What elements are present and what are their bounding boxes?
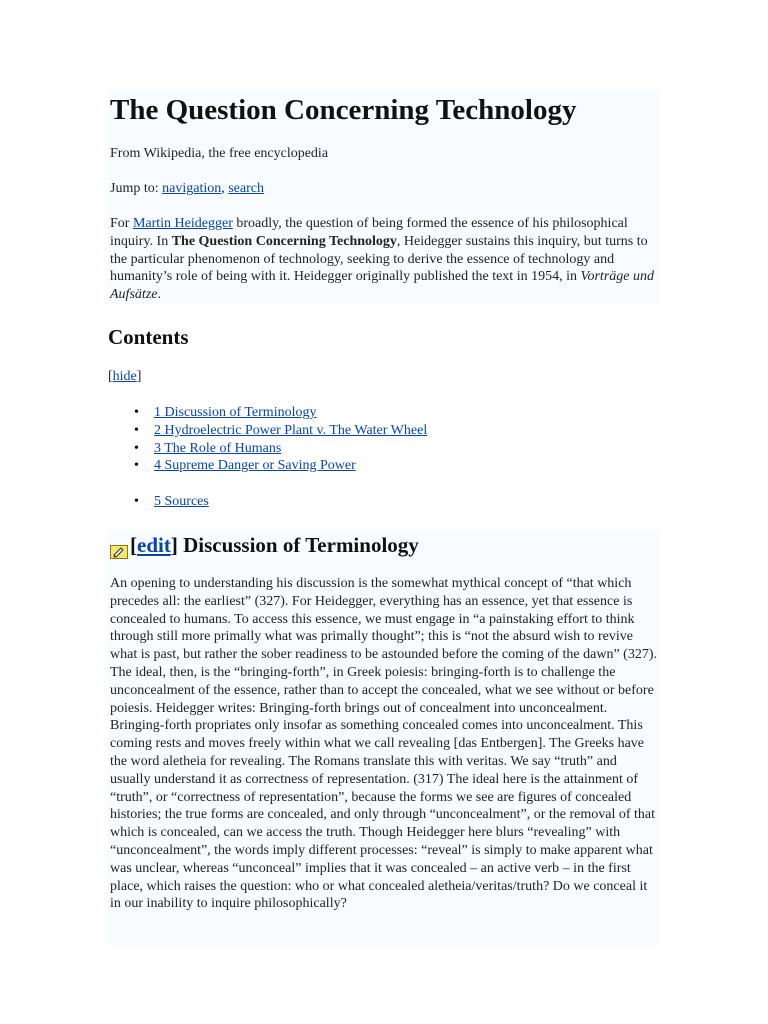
edit-section-link[interactable]: edit <box>137 533 171 557</box>
intro-text-2: broadly, the question of being formed the essence of his philosophical inquiry. In <box>110 216 628 249</box>
section-heading-discussion <box>110 531 419 559</box>
hide-bracket-close: ] <box>136 369 142 384</box>
section-body-paragraph: An opening to understanding his discussion is the somewhat mythical concept of “that which precedes all: the earliest” (327). For Heidegger, everything has an essence, yet that essence is concealed to humans. To access this essence, we must engage in “a painstaking effort to think through still more primally what was primally thought”; this is “not the absurd wish to revive what is past, but rather the sober readiness to be astounded before the coming of the dawn” (327). The ideal, then, is the “bringing-forth”, in Greek poiesis: bringing-forth is to challenge the unconcealment of the essence, rather than to accept the concealed, what we see without or before poiesis. Heidegger writes: Bringing-forth brings out of concealment into unconcealment. Bringing-forth propriates only insofar as something concealed comes into unconcealment. This coming rests and moves freely within what we call revealing [das Entbergen]. The Greeks have the word aletheia for revealing. The Romans translate this with veritas. We say “truth” and usually understand it as correctness of representation. (317) The ideal here is the attainment of “truth”, or “correctness of representation”, because the forms we see are figures of concealed histories; the true forms are concealed, and only through “unconcealment”, or the removal of that which is concealed, can we access the truth. Though Heidegger here blurs “revealing” with “unconcealment”, the words imply different processes: “reveal” is simply to make apparent what was unclear, whereas “unconceal” implies that it was concealed – an active verb – in the first place, which raises the question: who or what concealed aletheia/veritas/truth? Do we conceal it in our inability to inquire philosophically? <box>110 576 657 912</box>
toc-link-supreme-danger[interactable]: 4 Supreme Danger or Saving Power <box>154 458 356 474</box>
edit-bracket-close: ] <box>170 533 178 557</box>
toc-item <box>134 440 427 458</box>
toc-item <box>134 493 427 511</box>
intro-paragraph <box>110 215 658 304</box>
intro-bold-title: The Question Concerning Technology <box>171 233 397 249</box>
table-of-contents <box>134 404 427 511</box>
bullet-icon: • <box>134 440 139 456</box>
martin-heidegger-link[interactable]: Martin Heidegger <box>132 216 233 231</box>
intro-text-4: . <box>157 287 161 303</box>
bullet-icon: • <box>134 493 139 509</box>
bullet-icon: • <box>134 458 139 474</box>
pencil-edit-icon <box>110 538 128 552</box>
edit-bracket-open: [ <box>130 533 137 557</box>
section-title: Discussion of Terminology <box>177 533 419 557</box>
jump-to-label: Jump to: <box>110 181 163 196</box>
toc-item <box>134 422 427 440</box>
toc-link-sources[interactable]: 5 Sources <box>154 493 209 509</box>
jump-to-separator: , <box>221 181 229 196</box>
toc-item <box>134 404 427 422</box>
jump-to-line <box>110 180 264 198</box>
hide-bracket-open: [ <box>108 369 113 384</box>
bullet-icon: • <box>134 422 139 438</box>
intro-text-1: For <box>110 216 133 231</box>
intro-text-3: , Heidegger sustains this inquiry, but turns to the particular phenomenon of technology, seeking to derive the essence of technology and humanity’s role of being with it. Heidegger originally published the text in 1954, in <box>110 233 648 285</box>
toc-item <box>134 457 427 475</box>
toc-link-discussion-of-terminology[interactable]: 1 Discussion of Terminology <box>154 405 317 420</box>
hide-contents-link[interactable]: hide <box>112 369 137 384</box>
page-title: The Question Concerning Technology <box>110 94 577 126</box>
toc-link-role-of-humans[interactable]: 3 The Role of Humans <box>154 440 282 456</box>
toc-link-hydroelectric-power-plant[interactable]: 2 Hydroelectric Power Plant v. The Water Wheel <box>154 422 428 438</box>
search-link[interactable]: search <box>228 181 264 196</box>
contents-hide-toggle <box>108 368 141 386</box>
intro-italic-publication: Vorträge und Aufsätze <box>110 269 654 303</box>
navigation-link[interactable]: navigation <box>162 181 222 196</box>
bullet-icon: • <box>134 405 139 420</box>
contents-heading: Contents <box>108 325 189 349</box>
site-subtitle: From Wikipedia, the free encyclopedia <box>110 146 329 161</box>
